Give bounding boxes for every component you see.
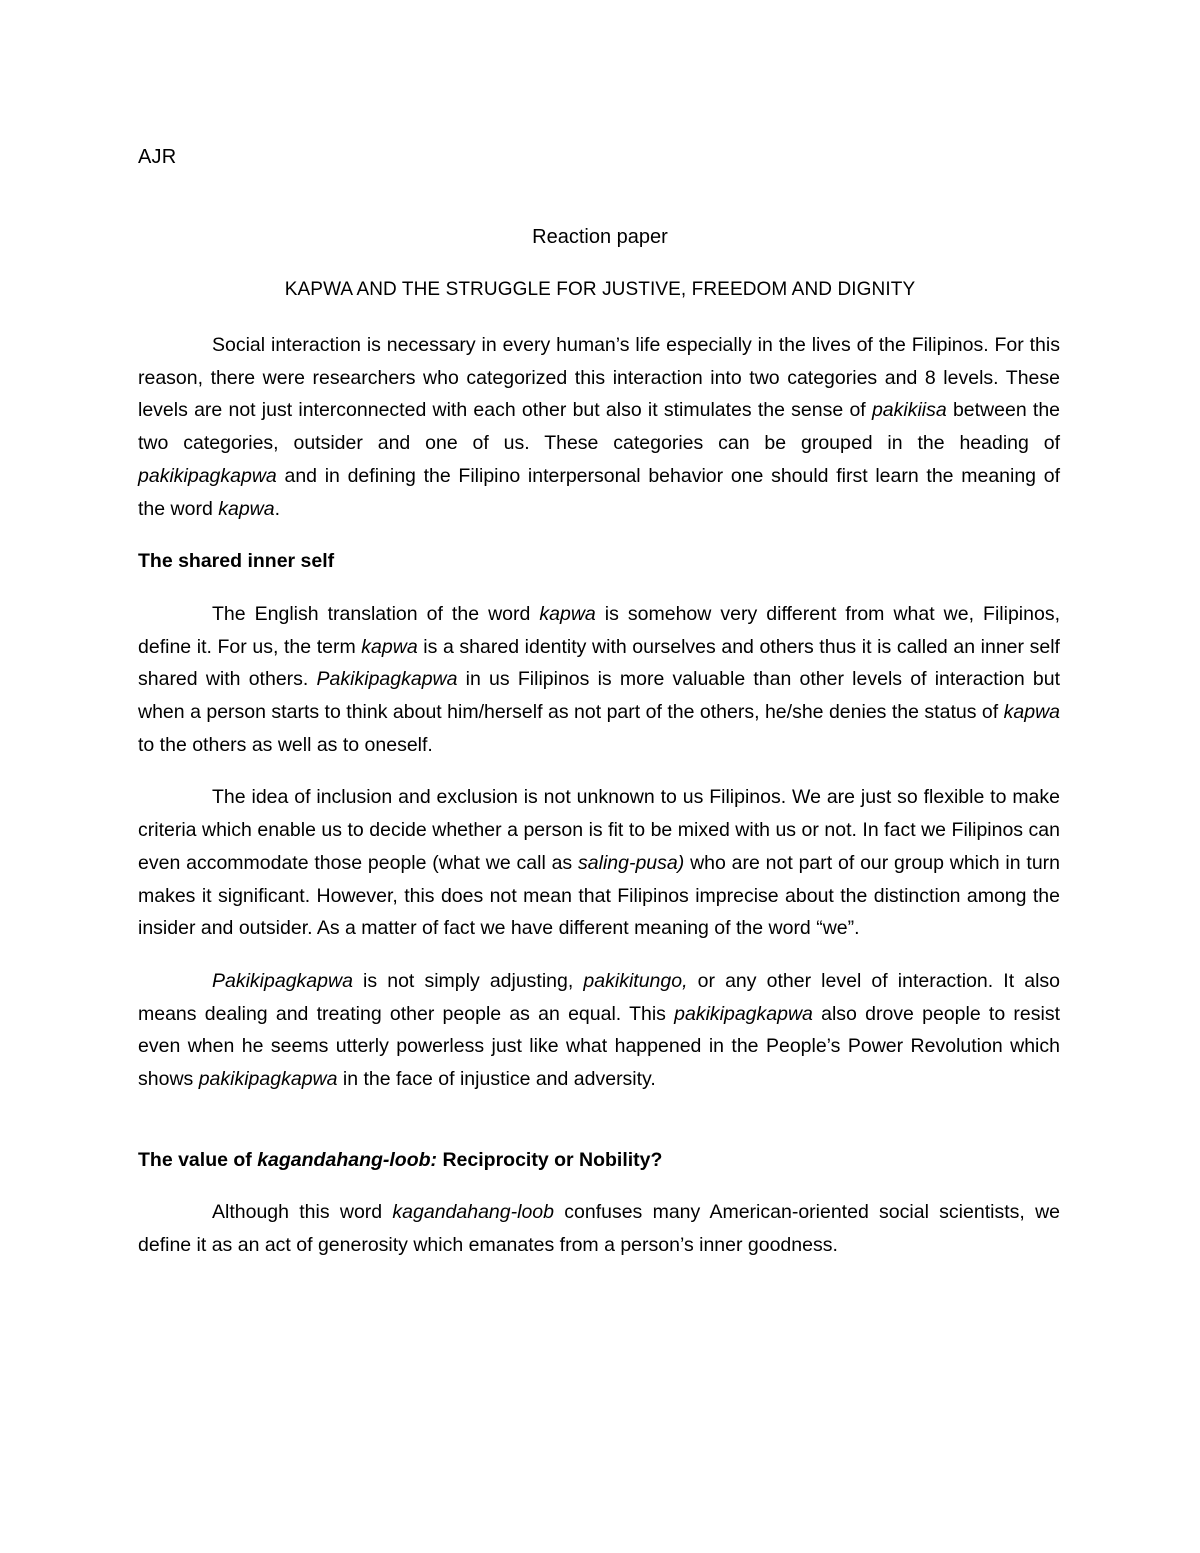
document-type: Reaction paper bbox=[532, 226, 668, 248]
paragraph-kagandahang-loob: Although this word kagandahang-loob confuses many American-oriented social scientists, we define it as an act of generosity which emanates from a person’s inner goodness. bbox=[138, 1201, 1060, 1257]
document-title: KAPWA AND THE STRUGGLE FOR JUSTIVE, FREEDOM AND DIGNITY bbox=[284, 279, 916, 300]
paragraph-inclusion-exclusion: The idea of inclusion and exclusion is not unknown to us Filipinos. We are just so flexible to make criteria which enable us to decide whether a person is fit to be mixed with us or not. In fact we Filipinos can even accommodate those people (what we call as saling-pusa) who are not part of our group which in turn makes it significant. However, this does not mean that Filipinos imprecise about the distinction among the insider and outsider. As a matter of fact we have different meaning of the word “we”. bbox=[138, 786, 1061, 940]
section-heading-kagandahang-loob: The value of kagandahang-loob: Reciprocity or Nobility? bbox=[138, 1148, 663, 1171]
paragraph-intro: Social interaction is necessary in every human’s life especially in the lives of the Filipinos. For this reason, there were researchers who categorized this interaction into two categories and 8 levels. These levels are not just interconnected with each other but also it stimulates the sense of pakikiisa between the two categories, outsider and one of us. These categories can be grouped in the heading of pakikipagkapwa and in defining the Filipino interpersonal behavior one should first learn the meaning of the word kapwa. bbox=[138, 334, 1061, 520]
paragraph-shared-inner-self: The English translation of the word kapwa is somehow very different from what we, Filipinos, define it. For us, the term kapwa is a shared identity with ourselves and others thus it is called an inner self shared with others. Pakikipagkapwa in us Filipinos is more valuable than other levels of interaction but when a person starts to think about him/herself as not part of the others, he/she denies the status of kapwa to the others as well as to oneself. bbox=[138, 602, 1060, 756]
author-initials: AJR bbox=[138, 146, 177, 168]
document-body bbox=[138, 329, 1060, 1262]
section-heading-shared-inner-self: The shared inner self bbox=[138, 550, 335, 573]
paragraph-pakikipagkapwa: Pakikipagkapwa is not simply adjusting, pakikitungo, or any other level of interaction. It also means dealing and treating other people as an equal. This pakikipagkapwa also drove people to resist even when he seems utterly powerless just like what happened in the People’s Power Revolution which shows pakikipagkapwa in the face of injustice and adversity. bbox=[138, 969, 1060, 1091]
